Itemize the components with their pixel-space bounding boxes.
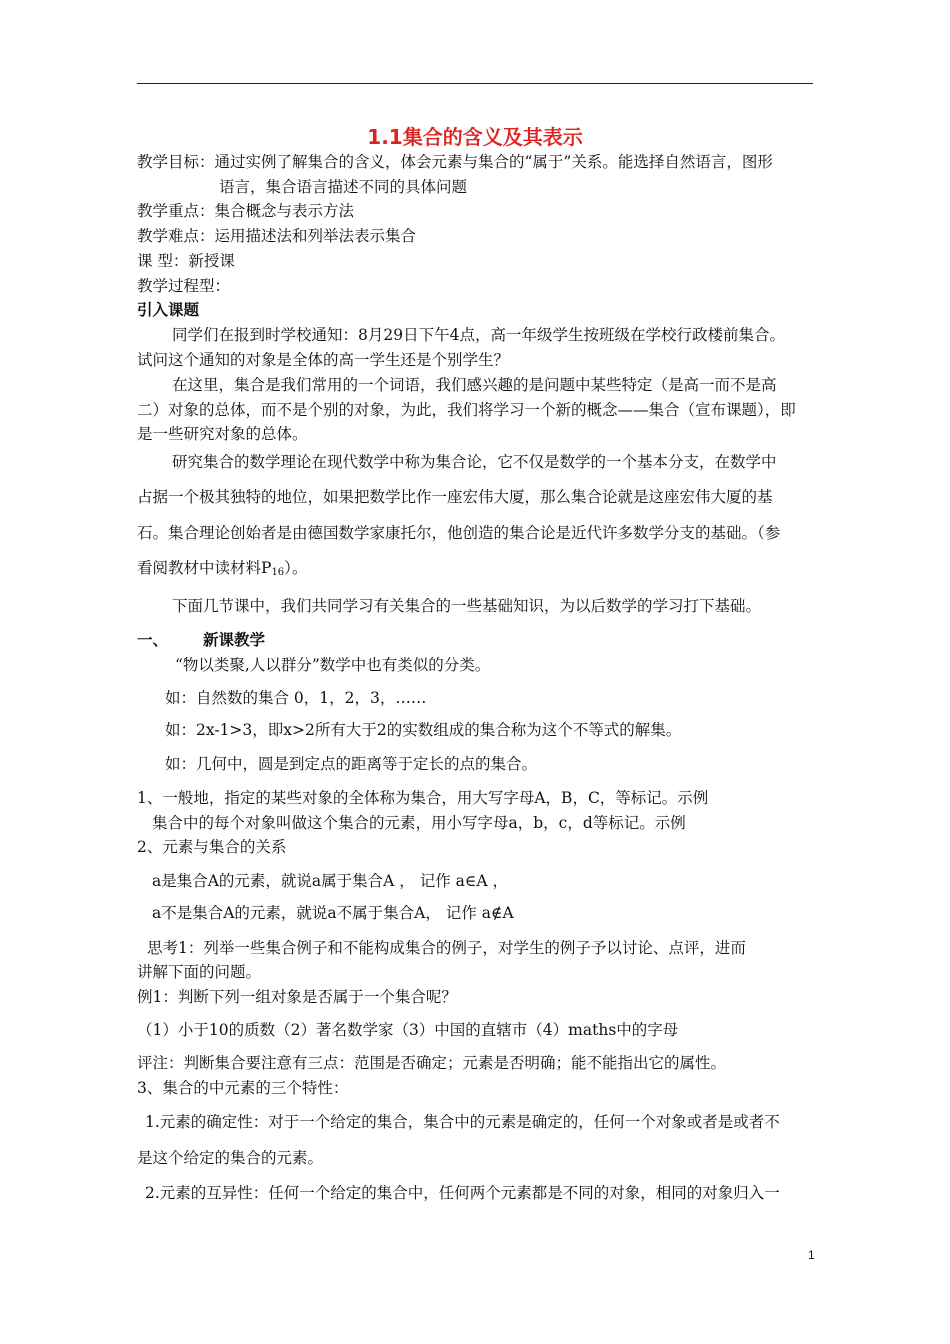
property-line: 1.元素的确定性：对于一个给定的集合，集合中的元素是确定的，任何一个对象或者是或者不 [145, 1113, 780, 1131]
example-line: 如：2x-1>3，即x>2所有大于2的实数组成的集合称为这个不等式的解集。 [165, 721, 682, 739]
difficulty: 教学难点：运用描述法和列举法表示集合 [137, 227, 417, 245]
key-point: 教学重点：集合概念与表示方法 [137, 202, 355, 220]
definition-line: 1、一般地，指定的某些对象的全体称为集合，用大写字母A，B，C，等标记。示例 [137, 789, 709, 807]
process-label: 教学过程型： [137, 277, 231, 295]
paragraph-line: 下面几节课中，我们共同学习有关集合的一些基础知识，为以后数学的学习打下基础。 [172, 597, 762, 615]
reference-text: 看阅教材中读材料P [137, 559, 272, 577]
paragraph-line: 同学们在报到时学校通知：8月29日下午4点，高一年级学生按班级在学校行政楼前集合。 [172, 326, 785, 344]
reference-subscript: 16 [271, 567, 285, 578]
relation-line: a不是集合A的元素，就说a不属于集合A， 记作 a∉A [152, 904, 514, 922]
example-heading: 例1：判断下列一组对象是否属于一个集合呢？ [137, 988, 457, 1006]
definition-line: 3、集合的中元素的三个特性： [137, 1079, 349, 1097]
paragraph-line [137, 558, 307, 583]
reference-tail: ）。 [284, 559, 308, 577]
section-heading: 新课教学 [203, 631, 266, 649]
example-line: 如：几何中，圆是到定点的距离等于定长的点的集合。 [165, 755, 538, 773]
definition-line: 2、元素与集合的关系 [137, 838, 287, 856]
header-rule [137, 83, 813, 84]
paragraph-line: 研究集合的数学理论在现代数学中称为集合论，它不仅是数学的一个基本分支，在数学中 [172, 453, 777, 471]
relation-line: a是集合A的元素，就说a属于集合A ， 记作 a∈A ， [152, 872, 508, 890]
think-line: 讲解下面的问题。 [137, 963, 262, 981]
paragraph-line: 在这里，集合是我们常用的一个词语，我们感兴趣的是问题中某些特定（是高一而不是高 [172, 376, 777, 394]
example-line: 如：自然数的集合 0，1，2，3，…… [165, 689, 427, 707]
paragraph-line: 试问这个通知的对象是全体的高一学生还是个别学生？ [137, 351, 510, 369]
page-number: 1 [808, 1248, 815, 1262]
quote-line: “物以类聚,人以群分”数学中也有类似的分类。 [175, 656, 491, 674]
property-line: 是这个给定的集合的元素。 [137, 1149, 324, 1167]
paragraph-line: 石。集合理论创始者是由德国数学家康托尔，他创造的集合论是近代许多数学分支的基础。（参 [137, 524, 781, 542]
section-number: 一、 [137, 631, 169, 649]
definition-line: 集合中的每个对象叫做这个集合的元素，用小写字母a，b，c，d等标记。示例 [152, 814, 686, 832]
paragraph-line: 是一些研究对象的总体。 [137, 425, 308, 443]
think-line: 思考1：列举一些集合例子和不能构成集合的例子，对学生的例子予以讨论、点评，进而 [147, 939, 746, 957]
lesson-type: 课 型：新授课 [137, 252, 235, 270]
section-intro-heading: 引入课题 [137, 301, 200, 319]
comment-line: 评注：判断集合要注意有三点：范围是否确定；元素是否明确；能不能指出它的属性。 [137, 1054, 727, 1072]
example-items: （1）小于10的质数（2）著名数学家（3）中国的直辖市（4）maths中的字母 [137, 1021, 679, 1039]
page-title: 1.1集合的含义及其表示 [367, 125, 583, 149]
property-line: 2.元素的互异性：任何一个给定的集合中，任何两个元素都是不同的对象，相同的对象归入一 [145, 1184, 780, 1202]
goal-line-2: 语言，集合语言描述不同的具体问题 [219, 178, 468, 196]
paragraph-line: 占据一个极其独特的地位，如果把数学比作一座宏伟大厦，那么集合论就是这座宏伟大厦的基 [137, 488, 773, 506]
paragraph-line: 二）对象的总体，而不是个别的对象，为此，我们将学习一个新的概念——集合（宣布课题），即 [137, 401, 796, 419]
goal-line-1: 教学目标：通过实例了解集合的含义，体会元素与集合的“属于”关系。能选择自然语言，图形 [137, 153, 773, 171]
